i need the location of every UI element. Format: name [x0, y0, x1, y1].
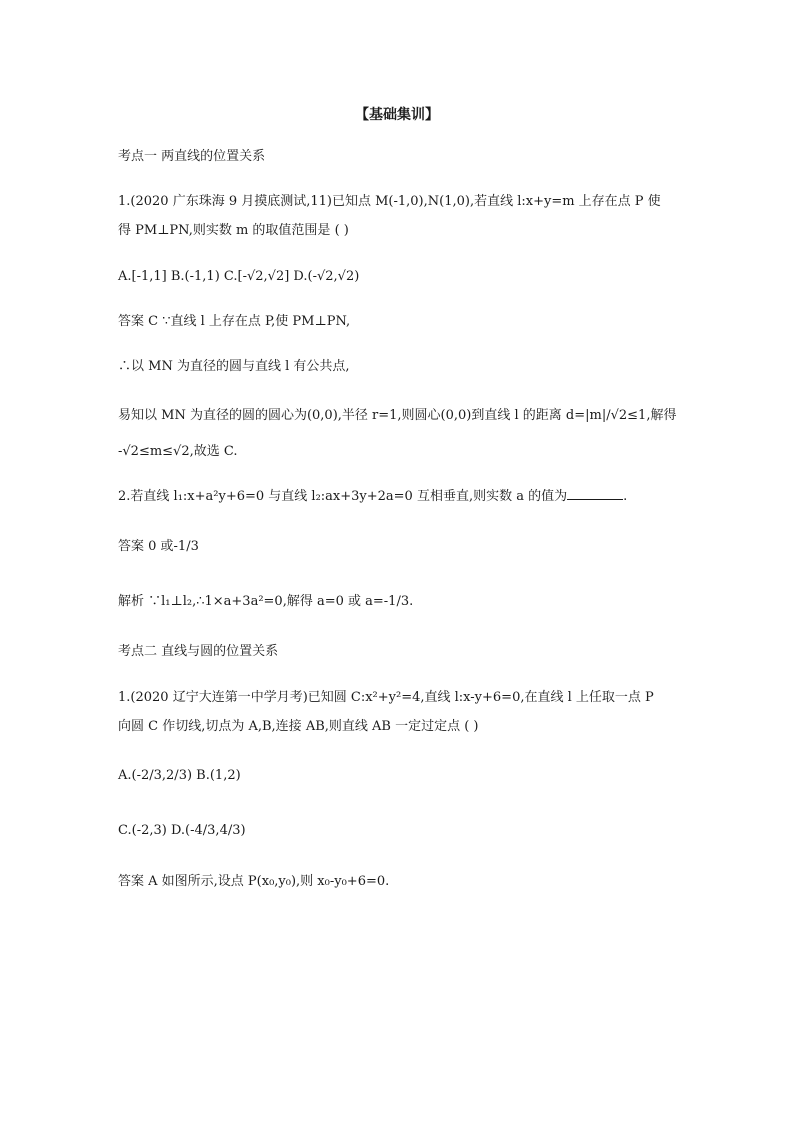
s2-q1-options-cd: C.(-2,3) D.(-4/3,4/3)	[118, 823, 246, 838]
q1-stem-line2: 得 PM⊥PN,则实数 m 的取值范围是 ( )	[118, 223, 349, 238]
q2-stem-suffix: .	[623, 489, 628, 504]
q1-explain-line1: ∴以 MN 为直径的圆与直线 l 有公共点,	[118, 359, 350, 374]
s2-q1-stem-line2: 向圆 C 作切线,切点为 A,B,连接 AB,则直线 AB 一定过定点 ( )	[118, 719, 479, 734]
page-title: 【基础集训】	[355, 107, 439, 123]
q1-options: A.[-1,1] B.(-1,1) C.[-√2,√2] D.(-√2,√2)	[118, 269, 360, 284]
s2-q1-options-ab: A.(-2/3,2/3) B.(1,2)	[118, 768, 241, 783]
q2-stem-text: 2.若直线 l₁:x+a²y+6=0 与直线 l₂:ax+3y+2a=0 互相垂直,则实数 a 的值为	[118, 489, 568, 504]
q1-answer: 答案 C ∵直线 l 上存在点 P,使 PM⊥PN,	[118, 314, 351, 329]
q1-explain-line2: 易知以 MN 为直径的圆的圆心为(0,0),半径 r=1,则圆心(0,0)到直线 l 的距离 d=|m|/√2≤1,解得	[118, 408, 677, 423]
q1-stem-line1: 1.(2020 广东珠海 9 月摸底测试,11)已知点 M(-1,0),N(1,0),若直线 l:x+y=m 上存在点 P 使	[118, 194, 661, 209]
s2-q1-stem-line1: 1.(2020 辽宁大连第一中学月考)已知圆 C:x²+y²=4,直线 l:x-y+6=0,在直线 l 上任取一点 P	[118, 690, 654, 705]
section1-heading: 考点一 两直线的位置关系	[118, 149, 266, 164]
s2-q1-answer: 答案 A 如图所示,设点 P(x₀,y₀),则 x₀-y₀+6=0.	[118, 874, 390, 889]
answer-blank	[567, 487, 623, 500]
q2-explain: 解析 ∵l₁⊥l₂,∴1×a+3a²=0,解得 a=0 或 a=-1/3.	[118, 594, 414, 609]
q1-explain-line3: -√2≤m≤√2,故选 C.	[118, 444, 238, 459]
section2-heading: 考点二 直线与圆的位置关系	[118, 644, 279, 659]
q2-answer: 答案 0 或-1/3	[118, 539, 199, 554]
q2-stem	[118, 487, 627, 506]
